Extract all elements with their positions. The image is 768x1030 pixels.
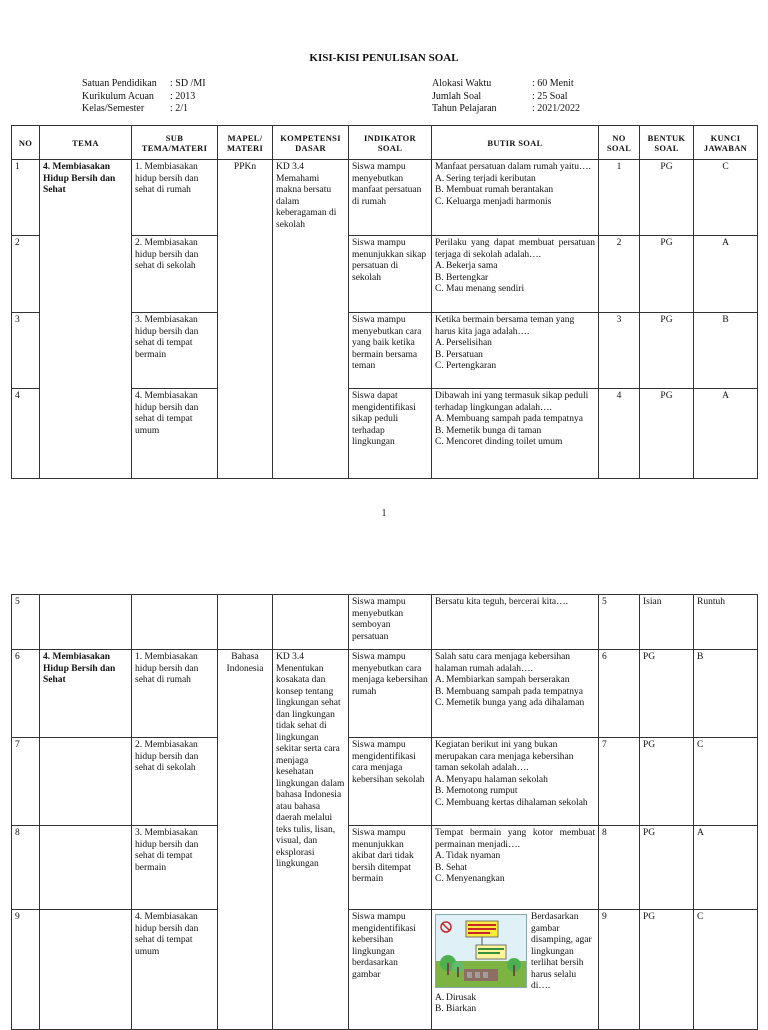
option-letter: A. [435, 992, 445, 1003]
option-letter: C. [435, 874, 444, 884]
tema-cell [40, 910, 132, 1030]
option-letter: B. [435, 272, 444, 283]
option-text: Sehat [446, 862, 468, 873]
answer-option [435, 361, 595, 373]
document-title: KISI-KISI PENULISAN SOAL [309, 52, 459, 64]
tema-cell: 4. Membiasakan Hidup Bersih dan Sehat [40, 650, 132, 738]
answer-option [435, 284, 595, 296]
question-stem: Salah satu cara menjaga kebersihan halaman rumah adalah…. [435, 652, 571, 674]
kunci-cell: C [694, 160, 758, 236]
answer-option [435, 437, 595, 449]
option-letter: B. [435, 425, 444, 436]
park-illustration [436, 915, 526, 987]
park-picture [435, 914, 527, 988]
row-number: 4 [12, 389, 40, 479]
table-row [12, 650, 758, 738]
meta-value: : SD /MI [170, 78, 206, 89]
tema-cell: 4. Membiasakan Hidup Bersih dan Sehat [40, 160, 132, 479]
no-soal-cell: 5 [599, 595, 640, 650]
header-cell: KUNCI JAWABAN [694, 126, 758, 160]
option-text: Keluarga menjadi harmonis [446, 196, 552, 207]
row-number: 9 [12, 910, 40, 1030]
option-letter: B. [435, 185, 444, 195]
kunci-cell: C [694, 910, 758, 1030]
answer-option [435, 798, 595, 810]
question-stem: Bersatu kita teguh, bercerai kita…. [435, 597, 568, 607]
mapel-cell: Bahasa Indonesia [218, 650, 273, 1030]
butir-soal-cell [432, 650, 599, 738]
bentuk-soal-cell: Isian [640, 595, 694, 650]
answer-option [435, 273, 595, 285]
meta-label: Tahun Pelajaran [432, 103, 497, 114]
mapel-cell: PPKn [218, 160, 273, 479]
subtema-cell: 3. Membiasakan hidup bersih dan sehat di tempat bermain [132, 313, 218, 389]
question-stem: Dibawah ini yang termasuk sikap peduli terhadap lingkungan adalah…. [435, 391, 589, 413]
option-text: Membiarkan sampah berserakan [446, 675, 570, 685]
no-soal-cell: 6 [599, 650, 640, 738]
question-stem: Kegiatan berikut ini yang bukan merupakan cara menjaga kebersihan taman sekolah adalah…. [435, 740, 574, 773]
no-soal-cell: 2 [599, 236, 640, 313]
answer-option [435, 426, 595, 438]
kunci-cell: B [694, 650, 758, 738]
subtema-cell: 2. Membiasakan hidup bersih dan sehat di sekolah [132, 738, 218, 826]
page-number: 1 [381, 508, 387, 519]
indikator-cell: Siswa mampu menyebutkan manfaat persatuan di rumah [349, 160, 432, 236]
question-stem: Ketika bermain bersama teman yang harus kita jaga adalah…. [435, 315, 575, 337]
bentuk-soal-cell: PG [640, 650, 694, 738]
option-text: Menyenangkan [446, 874, 505, 884]
row-number: 2 [12, 236, 40, 313]
option-text: Perselisihan [446, 338, 492, 348]
kunci-cell: B [694, 313, 758, 389]
header-cell: BUTIR SOAL [432, 126, 599, 160]
table-row [12, 910, 758, 1030]
meta-label: Kurikulum Acuan [82, 90, 154, 102]
option-letter: B. [435, 786, 444, 796]
subtema-cell: 1. Membiasakan hidup bersih dan sehat di rumah [132, 160, 218, 236]
answer-option [435, 786, 595, 798]
kisi-table-page1 [11, 125, 758, 479]
option-text: Menyapu halaman sekolah [446, 774, 548, 785]
answer-option [435, 698, 595, 710]
butir-soal-cell [432, 826, 599, 910]
answer-option [435, 675, 595, 687]
option-letter: C. [435, 196, 444, 207]
option-letter: A. [435, 173, 445, 184]
bentuk-soal-cell: PG [640, 313, 694, 389]
bentuk-soal-cell: PG [640, 236, 694, 313]
no-soal-cell: 9 [599, 910, 640, 1030]
butir-soal-cell [432, 389, 599, 479]
kisi-table-page2 [11, 594, 758, 1030]
header-cell: BENTUK SOAL [640, 126, 694, 160]
header-cell: KOMPETENSI DASAR [273, 126, 349, 160]
answer-option [435, 197, 595, 209]
option-text: Sering terjadi keributan [446, 173, 536, 184]
answer-option [435, 993, 595, 1005]
kd-cell: KD 3.4 Memahami makna bersatu dalam keberagaman di sekolah [273, 160, 349, 479]
option-letter: B. [435, 862, 444, 873]
option-text: Memetik bunga di taman [446, 425, 542, 436]
subtema-cell: 4. Membiasakan hidup bersih dan sehat di tempat umum [132, 389, 218, 479]
answer-option [435, 775, 595, 787]
header-cell: TEMA [40, 126, 132, 160]
meta-label: Alokasi Waktu [432, 78, 492, 89]
meta-value: : 2021/2022 [532, 103, 581, 114]
option-letter: C. [435, 698, 444, 708]
question-stem: Manfaat persatuan dalam rumah yaitu…. [435, 162, 591, 172]
kd-cell [273, 595, 349, 650]
row-number: 7 [12, 738, 40, 826]
table-header-row [12, 126, 758, 160]
meta-value: : 2013 [170, 90, 196, 102]
option-text: Persatuan [446, 349, 483, 360]
option-letter: B. [435, 686, 444, 697]
tema-cell [40, 595, 132, 650]
row-number: 8 [12, 826, 40, 910]
meta-value: : 25 Soal [532, 90, 568, 102]
meta-left [82, 78, 206, 116]
indikator-cell: Siswa mampu menyebutkan cara yang baik ketika bermain bersama teman [349, 313, 432, 389]
option-text: Tidak nyaman [446, 851, 501, 861]
answer-option [435, 185, 595, 197]
table-row [12, 160, 758, 236]
option-letter: C. [435, 437, 444, 447]
indikator-cell: Siswa mampu menunjukkan sikap persatuan di sekolah [349, 236, 432, 313]
answer-option [435, 863, 595, 875]
butir-soal-cell [432, 738, 599, 826]
answer-option [435, 1004, 595, 1016]
kunci-cell: A [694, 389, 758, 479]
kunci-cell: A [694, 236, 758, 313]
subtema-cell: 1. Membiasakan hidup bersih dan sehat di rumah [132, 650, 218, 738]
tema-cell [40, 826, 132, 910]
kunci-cell: Runtuh [694, 595, 758, 650]
answer-option [435, 851, 595, 863]
question-stem: Berdasarkan gambar disamping, agar lingkungan terlihat bersih harus selalu di…. [531, 912, 592, 991]
answer-option [435, 414, 595, 426]
no-soal-cell: 7 [599, 738, 640, 826]
option-letter: A. [435, 261, 445, 271]
row-number: 6 [12, 650, 40, 738]
option-text: Memotong rumput [446, 786, 518, 796]
option-text: Biarkan [446, 1004, 477, 1014]
header-cell: SUB TEMA/MATERI [132, 126, 218, 160]
row-number: 1 [12, 160, 40, 236]
no-soal-cell: 1 [599, 160, 640, 236]
option-letter: C. [435, 361, 444, 371]
option-text: Membuang sampah pada tempatnya [446, 414, 583, 424]
option-letter: A. [435, 851, 445, 861]
subtema-cell: 2. Membiasakan hidup bersih dan sehat di sekolah [132, 236, 218, 313]
bentuk-soal-cell: PG [640, 826, 694, 910]
answer-option [435, 350, 595, 362]
header-cell: MAPEL/ MATERI [218, 126, 273, 160]
indikator-cell: Siswa mampu menyebutkan semboyan persatuan [349, 595, 432, 650]
option-text: Bertengkar [446, 272, 489, 283]
option-letter: A. [435, 414, 445, 424]
meta-label: Satuan Pendidikan [82, 78, 157, 89]
butir-soal-cell [432, 595, 599, 650]
row-number: 3 [12, 313, 40, 389]
tema-cell [40, 738, 132, 826]
question-stem: Perilaku yang dapat membuat persatuan terjaga di sekolah adalah…. [435, 238, 595, 260]
butir-soal-cell [432, 236, 599, 313]
subtema-cell: 3. Membiasakan hidup bersih dan sehat di tempat bermain [132, 826, 218, 910]
meta-value: : 60 Menit [532, 78, 574, 89]
bentuk-soal-cell: PG [640, 738, 694, 826]
row-number: 5 [12, 595, 40, 650]
bentuk-soal-cell: PG [640, 910, 694, 1030]
mapel-cell [218, 595, 273, 650]
option-text: Membuang sampah pada tempatnya [446, 686, 583, 697]
question-stem: Tempat bermain yang kotor membuat permainan menjadi…. [435, 828, 595, 850]
butir-soal-cell [432, 313, 599, 389]
table-row [12, 826, 758, 910]
indikator-cell: Siswa mampu mengidentifikasi kebersihan lingkungan berdasarkan gambar [349, 910, 432, 1030]
indikator-cell: Siswa mampu menunjukkan akibat dari tidak bersih ditempat bermain [349, 826, 432, 910]
option-letter: A. [435, 774, 445, 785]
option-letter: C. [435, 797, 444, 808]
no-soal-cell: 4 [599, 389, 640, 479]
option-letter: C. [435, 284, 444, 294]
table-row [12, 738, 758, 826]
indikator-cell: Siswa mampu menyebutkan cara menjaga kebersihan rumah [349, 650, 432, 738]
butir-soal-cell [432, 910, 599, 1030]
bentuk-soal-cell: PG [640, 389, 694, 479]
kunci-cell: C [694, 738, 758, 826]
header-cell: NO SOAL [599, 126, 640, 160]
bentuk-soal-cell: PG [640, 160, 694, 236]
question-with-picture [435, 912, 595, 993]
option-letter: B. [435, 1004, 444, 1014]
indikator-cell: Siswa mampu mengidentifikasi cara menjaga kebersihan sekolah [349, 738, 432, 826]
no-soal-cell: 3 [599, 313, 640, 389]
option-text: Mau menang sendiri [446, 284, 525, 294]
header-cell: NO [12, 126, 40, 160]
no-soal-cell: 8 [599, 826, 640, 910]
meta-label: Jumlah Soal [432, 90, 482, 102]
answer-option [435, 338, 595, 350]
answer-option [435, 687, 595, 699]
table-row [12, 595, 758, 650]
subtema-cell [132, 595, 218, 650]
meta-right [432, 78, 580, 116]
option-text: Membuat rumah berantakan [446, 185, 554, 195]
indikator-cell: Siswa dapat mengidentifikasi sikap peduli terhadap lingkungan [349, 389, 432, 479]
answer-option [435, 874, 595, 886]
kd-cell: KD 3.4 Menentukan kosakata dan konsep tentang lingkungan sehat dan lingkungan tidak sehat di lingkungan sekitar serta cara menjaga kesehatan lingkungan dalam bahasa Indonesia atau bahasa daerah melalui teks tulis, lisan, visual, dan eksplorasi lingkungan [273, 650, 349, 1030]
butir-soal-cell [432, 160, 599, 236]
subtema-cell: 4. Membiasakan hidup bersih dan sehat di tempat umum [132, 910, 218, 1030]
meta-value: : 2/1 [170, 103, 189, 114]
header-cell: INDIKATOR SOAL [349, 126, 432, 160]
option-letter: A. [435, 675, 445, 685]
kunci-cell: A [694, 826, 758, 910]
option-letter: A. [435, 338, 445, 348]
option-text: Memetik bunga yang ada dihalaman [446, 698, 585, 708]
option-text: Mencoret dinding toilet umum [446, 437, 563, 447]
answer-option [435, 174, 595, 186]
meta-label: Kelas/Semester [82, 103, 145, 114]
option-text: Dirusak [446, 992, 477, 1003]
option-text: Bekerja sama [446, 261, 498, 271]
option-letter: B. [435, 349, 444, 360]
answer-option [435, 261, 595, 273]
option-text: Membuang kertas dihalaman sekolah [446, 797, 588, 808]
option-text: Pertengkaran [446, 361, 497, 371]
